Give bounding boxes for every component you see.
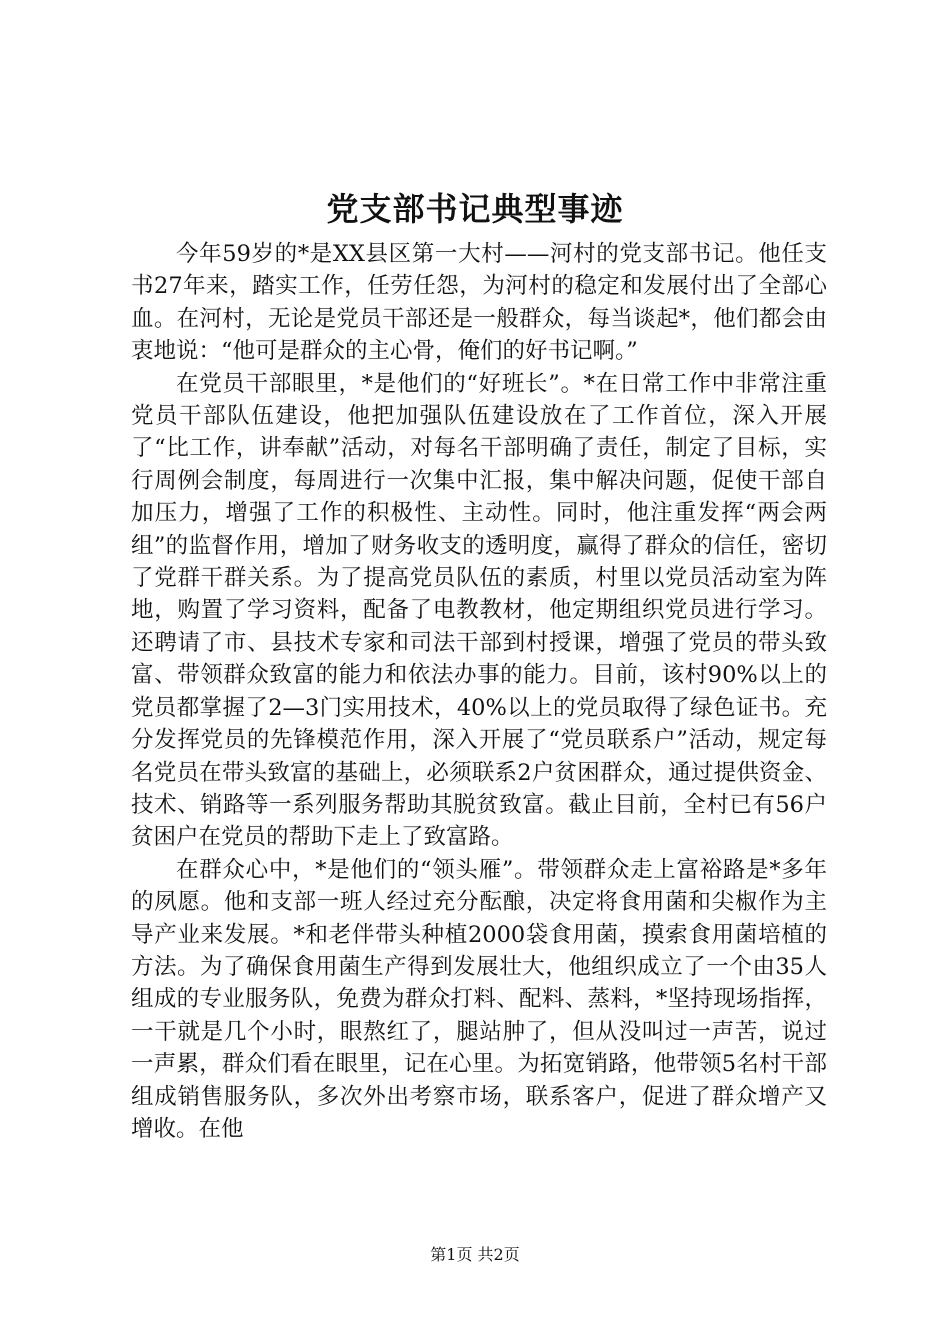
document-body — [131, 238, 827, 1145]
paragraph-intro: 今年59岁的*是XX县区第一大村——河村的党支部书记。他任支书27年来，踏实工作，任劳任怨，为河村的稳定和发展付出了全部心血。在河村，无论是党员干部还是一般群众，每当谈起*，他们都会由衷地说：“他可是群众的主心骨，俺们的好书记啊。” — [131, 241, 827, 365]
paragraph-masses: 在群众心中，*是他们的“领头雁”。带领群众走上富裕路是*多年的夙愿。他和支部一班人经过充分酝酿，决定将食用菌和尖椒作为主导产业来发展。*和老伴带头种植2000袋食用菌，摸索食用菌培植的方法。为了确保食用菌生产得到发展壮大，他组织成立了一个由35人组成的专业服务队，免费为群众打料、配料、蒸料，*坚持现场指挥，一干就是几个小时，眼熬红了，腿站肿了，但从没叫过一声苦，说过一声累，群众们看在眼里，记在心里。为拓宽销路，他带领5名村干部组成销售服务队，多次外出考察市场，联系客户，促进了群众增产又增收。在他 — [131, 856, 827, 1142]
page-number: 第1页 — [430, 1245, 473, 1264]
paragraph-party-cadres: 在党员干部眼里，*是他们的“好班长”。*在日常工作中非常注重党员干部队伍建设，他把加强队伍建设放在了工作首位，深入开展了“比工作，讲奉献”活动，对每名干部明确了责任，制定了目标，实行周例会制度，每周进行一次集中汇报，集中解决问题，促使干部自加压力，增强了工作的积极性、主动性。同时，他注重发挥“两会两组”的监督作用，增加了财务收支的透明度，赢得了群众的信任，密切了党群干群关系。为了提高党员队伍的素质，村里以党员活动室为阵地，购置了学习资料，配备了电教教材，他定期组织党员进行学习。还聘请了市、县技术专家和司法干部到村授课，增强了党员的带头致富、带领群众致富的能力和依法办事的能力。目前，该村90%以上的党员都掌握了2—3门实用技术，40%以上的党员取得了绿色证书。充分发挥党员的先锋模范作用，深入开展了“党员联系户”活动，规定每名党员在带头致富的基础上，必须联系2户贫困群众，通过提供资金、技术、销路等一系列服务帮助其脱贫致富。截止目前，全村已有56户贫困户在党员的帮助下走上了致富路。 — [131, 370, 827, 851]
page-total: 共2页 — [477, 1245, 520, 1264]
document-title: 党支部书记典型事迹 — [326, 190, 624, 228]
page-footer — [0, 1243, 950, 1267]
